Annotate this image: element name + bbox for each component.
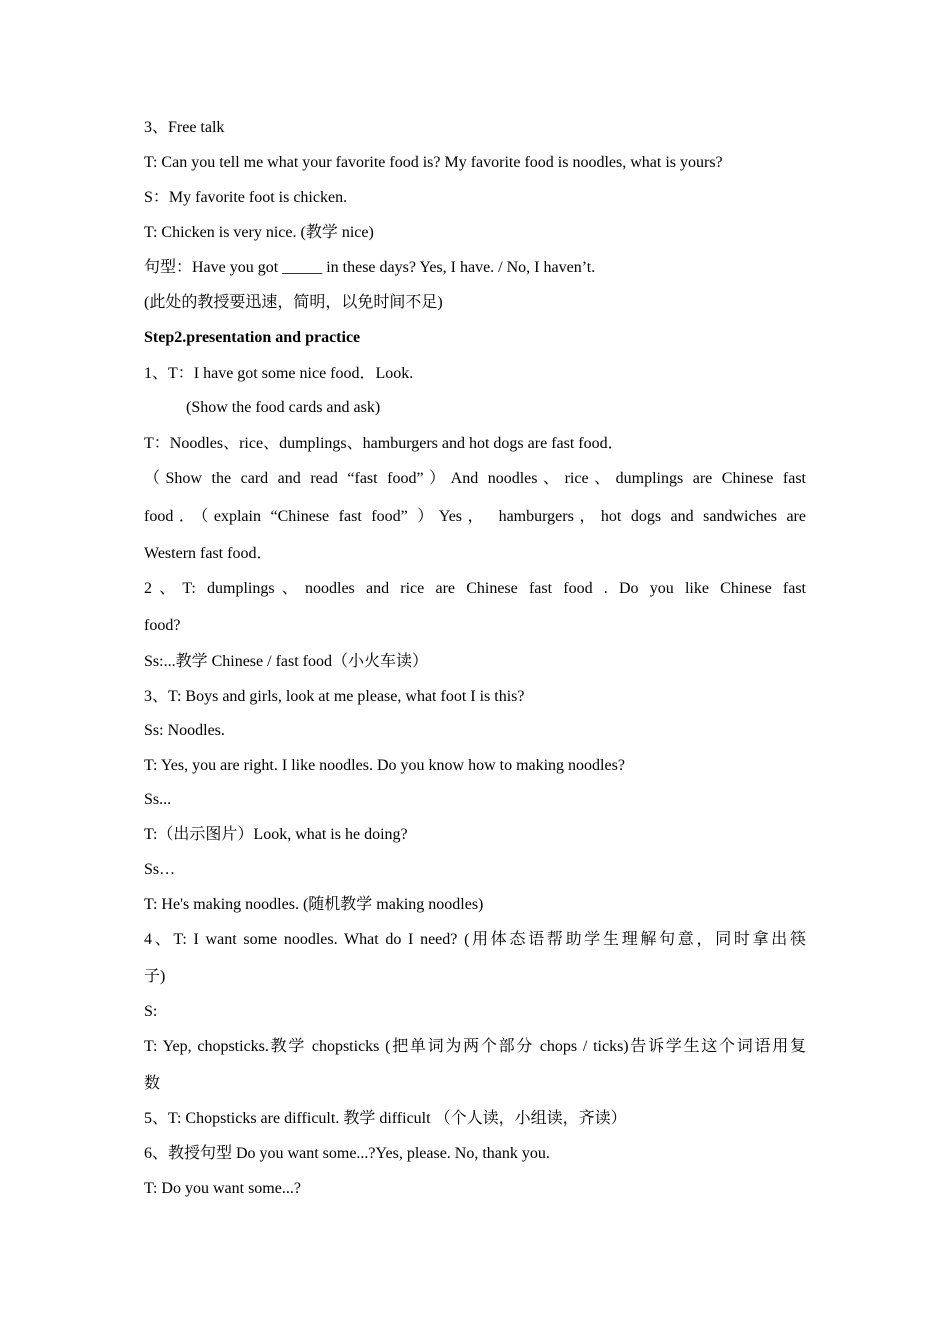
text-line: Ss...: [144, 791, 172, 808]
text-line: T: Yes, you are right. I like noodles. Do you know how to making noodles?: [144, 757, 625, 774]
heading-free-talk: 3、Free talk: [144, 119, 225, 136]
paragraph-line: 4、T: I want some noodles. What do I need? (用体态语帮助学生理解句意，同时拿出筷: [144, 931, 806, 948]
paragraph-line: 2、T: dumplings、noodles and rice are Chinese fast food . Do you like Chinese fast: [144, 580, 806, 597]
text-line: T:（出示图片）Look, what is he doing?: [144, 826, 408, 843]
text-line: T：Noodles、rice、dumplings、hamburgers and hot dogs are fast food．: [144, 435, 624, 452]
paragraph-line: Western fast food．: [144, 545, 273, 562]
text-line: T: Chicken is very nice. (教学 nice): [144, 224, 374, 241]
paragraph-line: food．（explain “Chinese fast food” ）Yes， hamburgers，hot dogs and sandwiches are: [144, 508, 806, 525]
text-line: S:: [144, 1003, 158, 1020]
paragraph-line: 数: [144, 1075, 161, 1092]
paragraph-line: 子): [144, 968, 166, 985]
paragraph-line: （Show the card and read “fast food”）And noodles、rice、dumplings are Chinese fast: [144, 470, 806, 487]
text-line: T: Can you tell me what your favorite food is? My favorite food is noodles, what is yours?: [144, 154, 723, 171]
sentence-pattern-line: 句型：Have you got _____ in these days? Yes, I have. / No, I haven’t.: [144, 259, 596, 276]
text-line: T: Do you want some...?: [144, 1180, 301, 1197]
stage-direction: (Show the food cards and ask): [186, 399, 381, 416]
paragraph-line: food?: [144, 617, 181, 634]
text-line: 6、教授句型 Do you want some...?Yes, please. No, thank you.: [144, 1145, 550, 1162]
paragraph-line: T: Yep, chopsticks.教学 chopsticks (把单词为两个部分 chops / ticks)告诉学生这个词语用复: [144, 1038, 806, 1055]
text-line: T: He's making noodles. (随机教学 making noodles): [144, 896, 484, 913]
text-line: 3、T: Boys and girls, look at me please, what foot I is this?: [144, 688, 525, 705]
text-line: Ss…: [144, 861, 176, 878]
text-line: S：My favorite foot is chicken.: [144, 189, 348, 206]
text-line: Ss:...教学 Chinese / fast food（小火车读）: [144, 653, 428, 670]
text-line: 5、T: Chopsticks are difficult. 教学 difficult （个人读，小组读，齐读）: [144, 1110, 627, 1127]
text-line: Ss: Noodles.: [144, 722, 225, 739]
section-heading-step2: Step2.presentation and practice: [144, 329, 361, 346]
text-line: 1、T：I have got some nice food．Look.: [144, 365, 414, 382]
teaching-note: (此处的教授要迅速，简明，以免时间不足): [144, 294, 443, 311]
